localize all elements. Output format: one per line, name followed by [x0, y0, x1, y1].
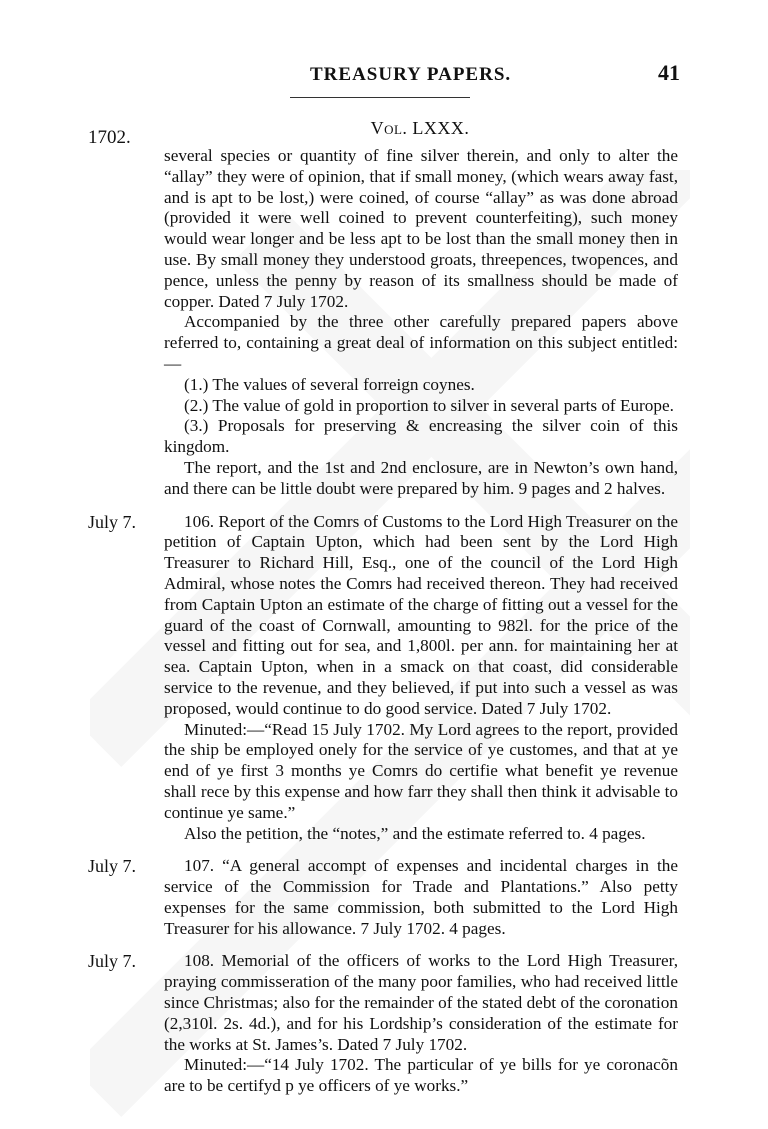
- entry-date: July 7.: [88, 856, 137, 877]
- paragraph: several species or quantity of fine silver therein, and only to alter the “allay” they were of opinion, that if small money, (which wears away fast, and is apt to be lost,) were coined, of course “allay” as was done abroad (provided it were well coined to prevent counterfeiting), such money would wear longer and be less apt to be lost than the small money then in use. By small money they understood groats, threepences, twopences, and pence, unless the penny by reason of its smallness should be made of copper. Dated 7 July 1702.: [164, 146, 678, 311]
- entries-list: [0, 146, 768, 1097]
- paragraph: 106. Report of the Comrs of Customs to the Lord High Treasurer on the petition of Captain Upton, which had been sent by the Lord High Treasurer to Richard Hill, Esq., one of the council of the Lord High Admiral, whose notes the Comrs had received thereon. They had received from Captain Upton an estimate of the charge of fitting out a vessel for the guard of the coast of Cornwall, amounting to 982l. for the price of the vessel and fitting out for sea, and 1,800l. per ann. for maintaining her at sea. Captain Upton, when in a smack on that coast, did considerable service to the revenue, and they believed, if put into such a vessel as was proposed, would continue to do good service. Dated 7 July 1702.: [164, 511, 678, 718]
- paragraph: The report, and the 1st and 2nd enclosure, are in Newton’s own hand, and there can be little doubt were prepared by him. 9 pages and 2 halves.: [164, 457, 678, 498]
- entry-date: July 7.: [88, 511, 137, 532]
- paragraph: Minuted:—“Read 15 July 1702. My Lord agrees to the report, provided the ship be employed onely for the service of ye customes, and that at ye end of ye first 3 months ye Comrs do certifie what benefit ye revenue shall rece by this expense and how farr they shall then think it advisable to continue ye same.”: [164, 719, 678, 822]
- paragraph: (1.) The values of several forreign coynes.: [184, 374, 475, 394]
- page-header: [160, 62, 680, 92]
- entry-text: [164, 856, 678, 939]
- year-margin-label: 1702.: [88, 127, 131, 148]
- paragraph: (3.) Proposals for preserving & encreasing the silver coin of this kingdom.: [164, 416, 678, 457]
- entry: [0, 951, 768, 1097]
- entry: [0, 856, 768, 939]
- volume-heading: Vol. LXXX.: [370, 118, 470, 138]
- paragraph: (2.) The value of gold in proportion to silver in several parts of Europe.: [184, 395, 674, 415]
- paragraph: 107. “A general accompt of expenses and incidental charges in the service of the Commission for Trade and Plantations.” Also petty expenses for the same commission, both submitted to the Lord High Treasurer for his allowance. 7 July 1702. 4 pages.: [164, 856, 678, 938]
- entry-date: July 7.: [88, 951, 137, 972]
- entry-text: [164, 512, 678, 845]
- entry-text: [164, 146, 678, 500]
- paragraph: Accompanied by the three other carefully prepared papers above referred to, containing a great deal of information on this subject entitled:—: [164, 312, 678, 373]
- entry: [0, 146, 768, 500]
- paragraph: Minuted:—“14 July 1702. The particular of ye bills for ye coronacõn are to be certifyd p ye officers of ye works.”: [164, 1055, 678, 1096]
- entry-spacer: [0, 844, 768, 856]
- entry-text: [164, 951, 678, 1097]
- running-title: TREASURY PAPERS.: [310, 64, 512, 85]
- paragraph: Also the petition, the “notes,” and the estimate referred to. 4 pages.: [184, 823, 646, 843]
- entry-spacer: [0, 939, 768, 951]
- page-number: 41: [658, 60, 680, 85]
- entry: [0, 512, 768, 845]
- paragraph: 108. Memorial of the officers of works to the Lord High Treasurer, praying commisseration of the many poor families, who had received little since Christmas; also for the remainder of the stated debt of the coronation (2,310l. 2s. 4d.), and for his Lordship’s consideration of the estimate for the works at St. James’s. Dated 7 July 1702.: [164, 951, 678, 1054]
- header-rule: [290, 97, 470, 98]
- entry-spacer: [0, 500, 768, 512]
